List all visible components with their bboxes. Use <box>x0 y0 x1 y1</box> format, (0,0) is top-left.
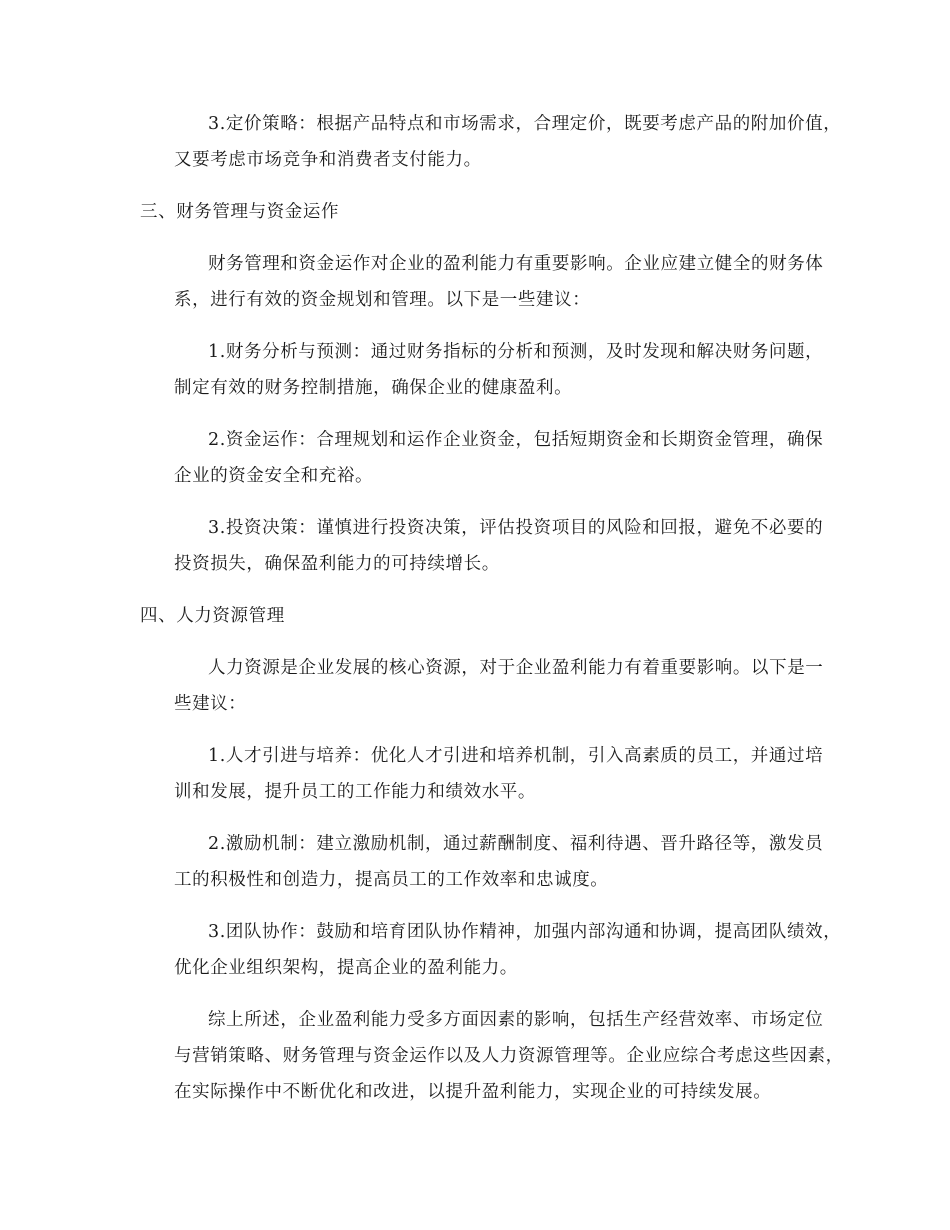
text-line: 3.定价策略：根据产品特点和市场需求，合理定价，既要考虑产品的附加价值， <box>208 114 842 134</box>
text-line: 训和发展，提升员工的工作能力和绩效水平。 <box>174 782 536 802</box>
text-line: 投资损失，确保盈利能力的可持续增长。 <box>174 554 500 574</box>
text-line: 优化企业组织架构，提高企业的盈利能力。 <box>174 958 518 978</box>
text-line: 人力资源是企业发展的核心资源，对于企业盈利能力有着重要影响。以下是一 <box>208 658 824 678</box>
text-line: 财务管理和资金运作对企业的盈利能力有重要影响。企业应建立健全的财务体 <box>208 254 824 274</box>
text-line: 与营销策略、财务管理与资金运作以及人力资源管理等。企业应综合考虑这些因素， <box>174 1046 844 1066</box>
text-line: 3.投资决策：谨慎进行投资决策，评估投资项目的风险和回报，避免不必要的 <box>208 518 824 538</box>
text-line: 2.资金运作：合理规划和运作企业资金，包括短期资金和长期资金管理，确保 <box>208 430 824 450</box>
text-line: 企业的资金安全和充裕。 <box>174 466 374 486</box>
text-line: 1.人才引进与培养：优化人才引进和培养机制，引入高素质的员工，并通过培 <box>208 746 824 766</box>
paragraph-finance-intro <box>140 246 830 318</box>
text-line: 综上所述，企业盈利能力受多方面因素的影响，包括生产经营效率、市场定位 <box>208 1010 824 1030</box>
text-line: 又要考虑市场竞争和消费者支付能力。 <box>174 150 482 170</box>
paragraph-teamwork <box>140 914 842 986</box>
paragraph-finance-analysis <box>140 334 830 406</box>
paragraph-talent <box>140 738 830 810</box>
section-heading-finance <box>140 194 830 230</box>
paragraph-incentive <box>140 826 830 898</box>
paragraph-conclusion <box>140 1002 844 1110</box>
paragraph-investment-decision <box>140 510 830 582</box>
paragraph-pricing-strategy <box>140 106 842 178</box>
text-line: 制定有效的财务控制措施，确保企业的健康盈利。 <box>174 378 573 398</box>
text-line: 2.激励机制：建立激励机制，通过薪酬制度、福利待遇、晋升路径等，激发员 <box>208 834 824 854</box>
heading-text: 四、人力资源管理 <box>140 606 285 626</box>
text-line: 在实际操作中不断优化和改进，以提升盈利能力，实现企业的可持续发展。 <box>174 1082 772 1102</box>
text-line: 3.团队协作：鼓励和培育团队协作精神，加强内部沟通和协调，提高团队绩效， <box>208 922 842 942</box>
section-heading-hr <box>140 598 830 634</box>
text-line: 1.财务分析与预测：通过财务指标的分析和预测，及时发现和解决财务问题， <box>208 342 824 362</box>
paragraph-capital-operation <box>140 422 830 494</box>
text-line: 工的积极性和创造力，提高员工的工作效率和忠诚度。 <box>174 870 609 890</box>
text-line: 些建议： <box>174 694 247 714</box>
heading-text: 三、财务管理与资金运作 <box>140 202 340 222</box>
document-body <box>140 106 844 1126</box>
text-line: 系，进行有效的资金规划和管理。以下是一些建议： <box>174 290 591 310</box>
paragraph-hr-intro <box>140 650 830 722</box>
